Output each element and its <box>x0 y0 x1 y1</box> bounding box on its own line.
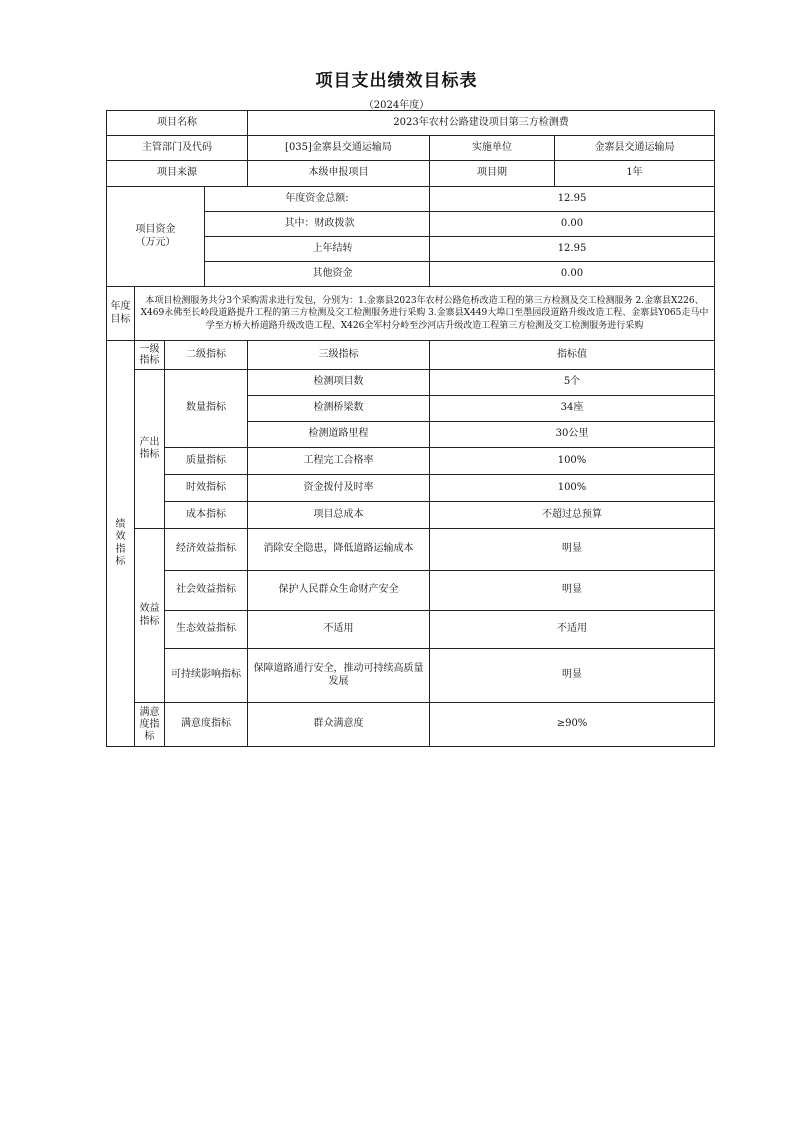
dept-label: 主管部门及代码 <box>107 136 248 161</box>
project-name-value: 2023年农村公路建设项目第三方检测费 <box>248 111 715 136</box>
fund-other-value: 0.00 <box>430 262 715 287</box>
quantity-name-3: 检测道路里程 <box>248 422 430 448</box>
project-name-label: 项目名称 <box>107 111 248 136</box>
quantity-value-2: 34座 <box>430 396 715 422</box>
impl-unit-value: 金寨县交通运输局 <box>555 136 715 161</box>
time-value: 100% <box>430 475 715 502</box>
economic-value: 明显 <box>430 529 715 571</box>
satisfaction-level2-label: 满意度指标 <box>165 703 248 747</box>
quality-value: 100% <box>430 448 715 475</box>
time-indicator-label: 时效指标 <box>165 475 248 502</box>
row-project-name <box>107 111 715 136</box>
economic-indicator-label: 经济效益指标 <box>165 529 248 571</box>
header-level2: 二级指标 <box>165 341 248 370</box>
cost-name: 项目总成本 <box>248 502 430 529</box>
row-economic <box>107 529 715 571</box>
header-level1: 一级 指标 <box>135 341 165 370</box>
row-quality <box>107 448 715 475</box>
page-title: 项目支出绩效目标表 <box>315 71 478 91</box>
cost-value: 不超过总预算 <box>430 502 715 529</box>
sustainable-value: 明显 <box>430 649 715 703</box>
row-sustainable <box>107 649 715 703</box>
fund-carryover-label: 上年结转 <box>205 237 430 262</box>
row-dept <box>107 136 715 161</box>
fund-other-label: 其他资金 <box>205 262 430 287</box>
row-annual-goal <box>107 287 715 341</box>
dept-value: [035]金寨县交通运输局 <box>248 136 430 161</box>
fund-total-value: 12.95 <box>430 187 715 212</box>
fund-fiscal-value: 0.00 <box>430 212 715 237</box>
period-value: 1年 <box>555 161 715 187</box>
fund-total-label: 年度资金总额: <box>205 187 430 212</box>
row-fund-total <box>107 187 715 212</box>
benefit-indicator-label: 效益 指标 <box>135 529 165 703</box>
quality-indicator-label: 质量指标 <box>165 448 248 475</box>
row-quantity-1 <box>107 370 715 396</box>
source-value: 本级申报项目 <box>248 161 430 187</box>
row-cost <box>107 502 715 529</box>
row-time <box>107 475 715 502</box>
ecological-indicator-label: 生态效益指标 <box>165 611 248 649</box>
quantity-indicator-label: 数量指标 <box>165 370 248 448</box>
row-ecological <box>107 611 715 649</box>
satisfaction-name: 群众满意度 <box>248 703 430 747</box>
performance-side-label: 绩 效 指 标 <box>107 341 135 747</box>
social-value: 明显 <box>430 571 715 611</box>
quantity-name-2: 检测桥梁数 <box>248 396 430 422</box>
social-name: 保护人民群众生命财产安全 <box>248 571 430 611</box>
ecological-name: 不适用 <box>248 611 430 649</box>
header-level3: 三级指标 <box>248 341 430 370</box>
quantity-value-1: 5个 <box>430 370 715 396</box>
economic-name: 消除安全隐患，降低道路运输成本 <box>248 529 430 571</box>
ecological-value: 不适用 <box>430 611 715 649</box>
quantity-value-3: 30公里 <box>430 422 715 448</box>
sustainable-indicator-label: 可持续影响指标 <box>165 649 248 703</box>
period-label: 项目期 <box>430 161 555 187</box>
sustainable-name: 保障道路通行安全，推动可持续高质量发展 <box>248 649 430 703</box>
row-source <box>107 161 715 187</box>
time-name: 资金拨付及时率 <box>248 475 430 502</box>
output-indicator-label: 产出 指标 <box>135 370 165 529</box>
cost-indicator-label: 成本指标 <box>165 502 248 529</box>
source-label: 项目来源 <box>107 161 248 187</box>
satisfaction-value: ≥90% <box>430 703 715 747</box>
annual-goal-text: 本项目检测服务共分3个采购需求进行发包，分别为：1.金寨县2023年农村公路危桥改造工程的第三方检测及交工检测服务 2.金寨县X226、X469永佛至长岭段道路提升工程的第三方检测及交工检测服务进行采购 3.金寨县X449大埠口至墨园段道路升级改造工程、金寨县Y065走马中学至方桥大桥道路升级改造工程、X426全军村分岭至沙河店升级改造工程第三方检测及交工检测服务进行采购 <box>135 287 715 341</box>
page-subtitle-year: （2024年度） <box>363 100 430 111</box>
row-indicator-header <box>107 341 715 370</box>
performance-target-table <box>106 110 715 747</box>
header-value: 指标值 <box>430 341 715 370</box>
row-social <box>107 571 715 611</box>
funds-label: 项目资金 （万元） <box>107 187 205 287</box>
quantity-name-1: 检测项目数 <box>248 370 430 396</box>
fund-fiscal-label: 其中：财政拨款 <box>205 212 430 237</box>
satisfaction-indicator-label: 满意 度指 标 <box>135 703 165 747</box>
impl-unit-label: 实施单位 <box>430 136 555 161</box>
quality-name: 工程完工合格率 <box>248 448 430 475</box>
social-indicator-label: 社会效益指标 <box>165 571 248 611</box>
row-satisfaction <box>107 703 715 747</box>
fund-carryover-value: 12.95 <box>430 237 715 262</box>
annual-goal-label: 年度 目标 <box>107 287 135 341</box>
